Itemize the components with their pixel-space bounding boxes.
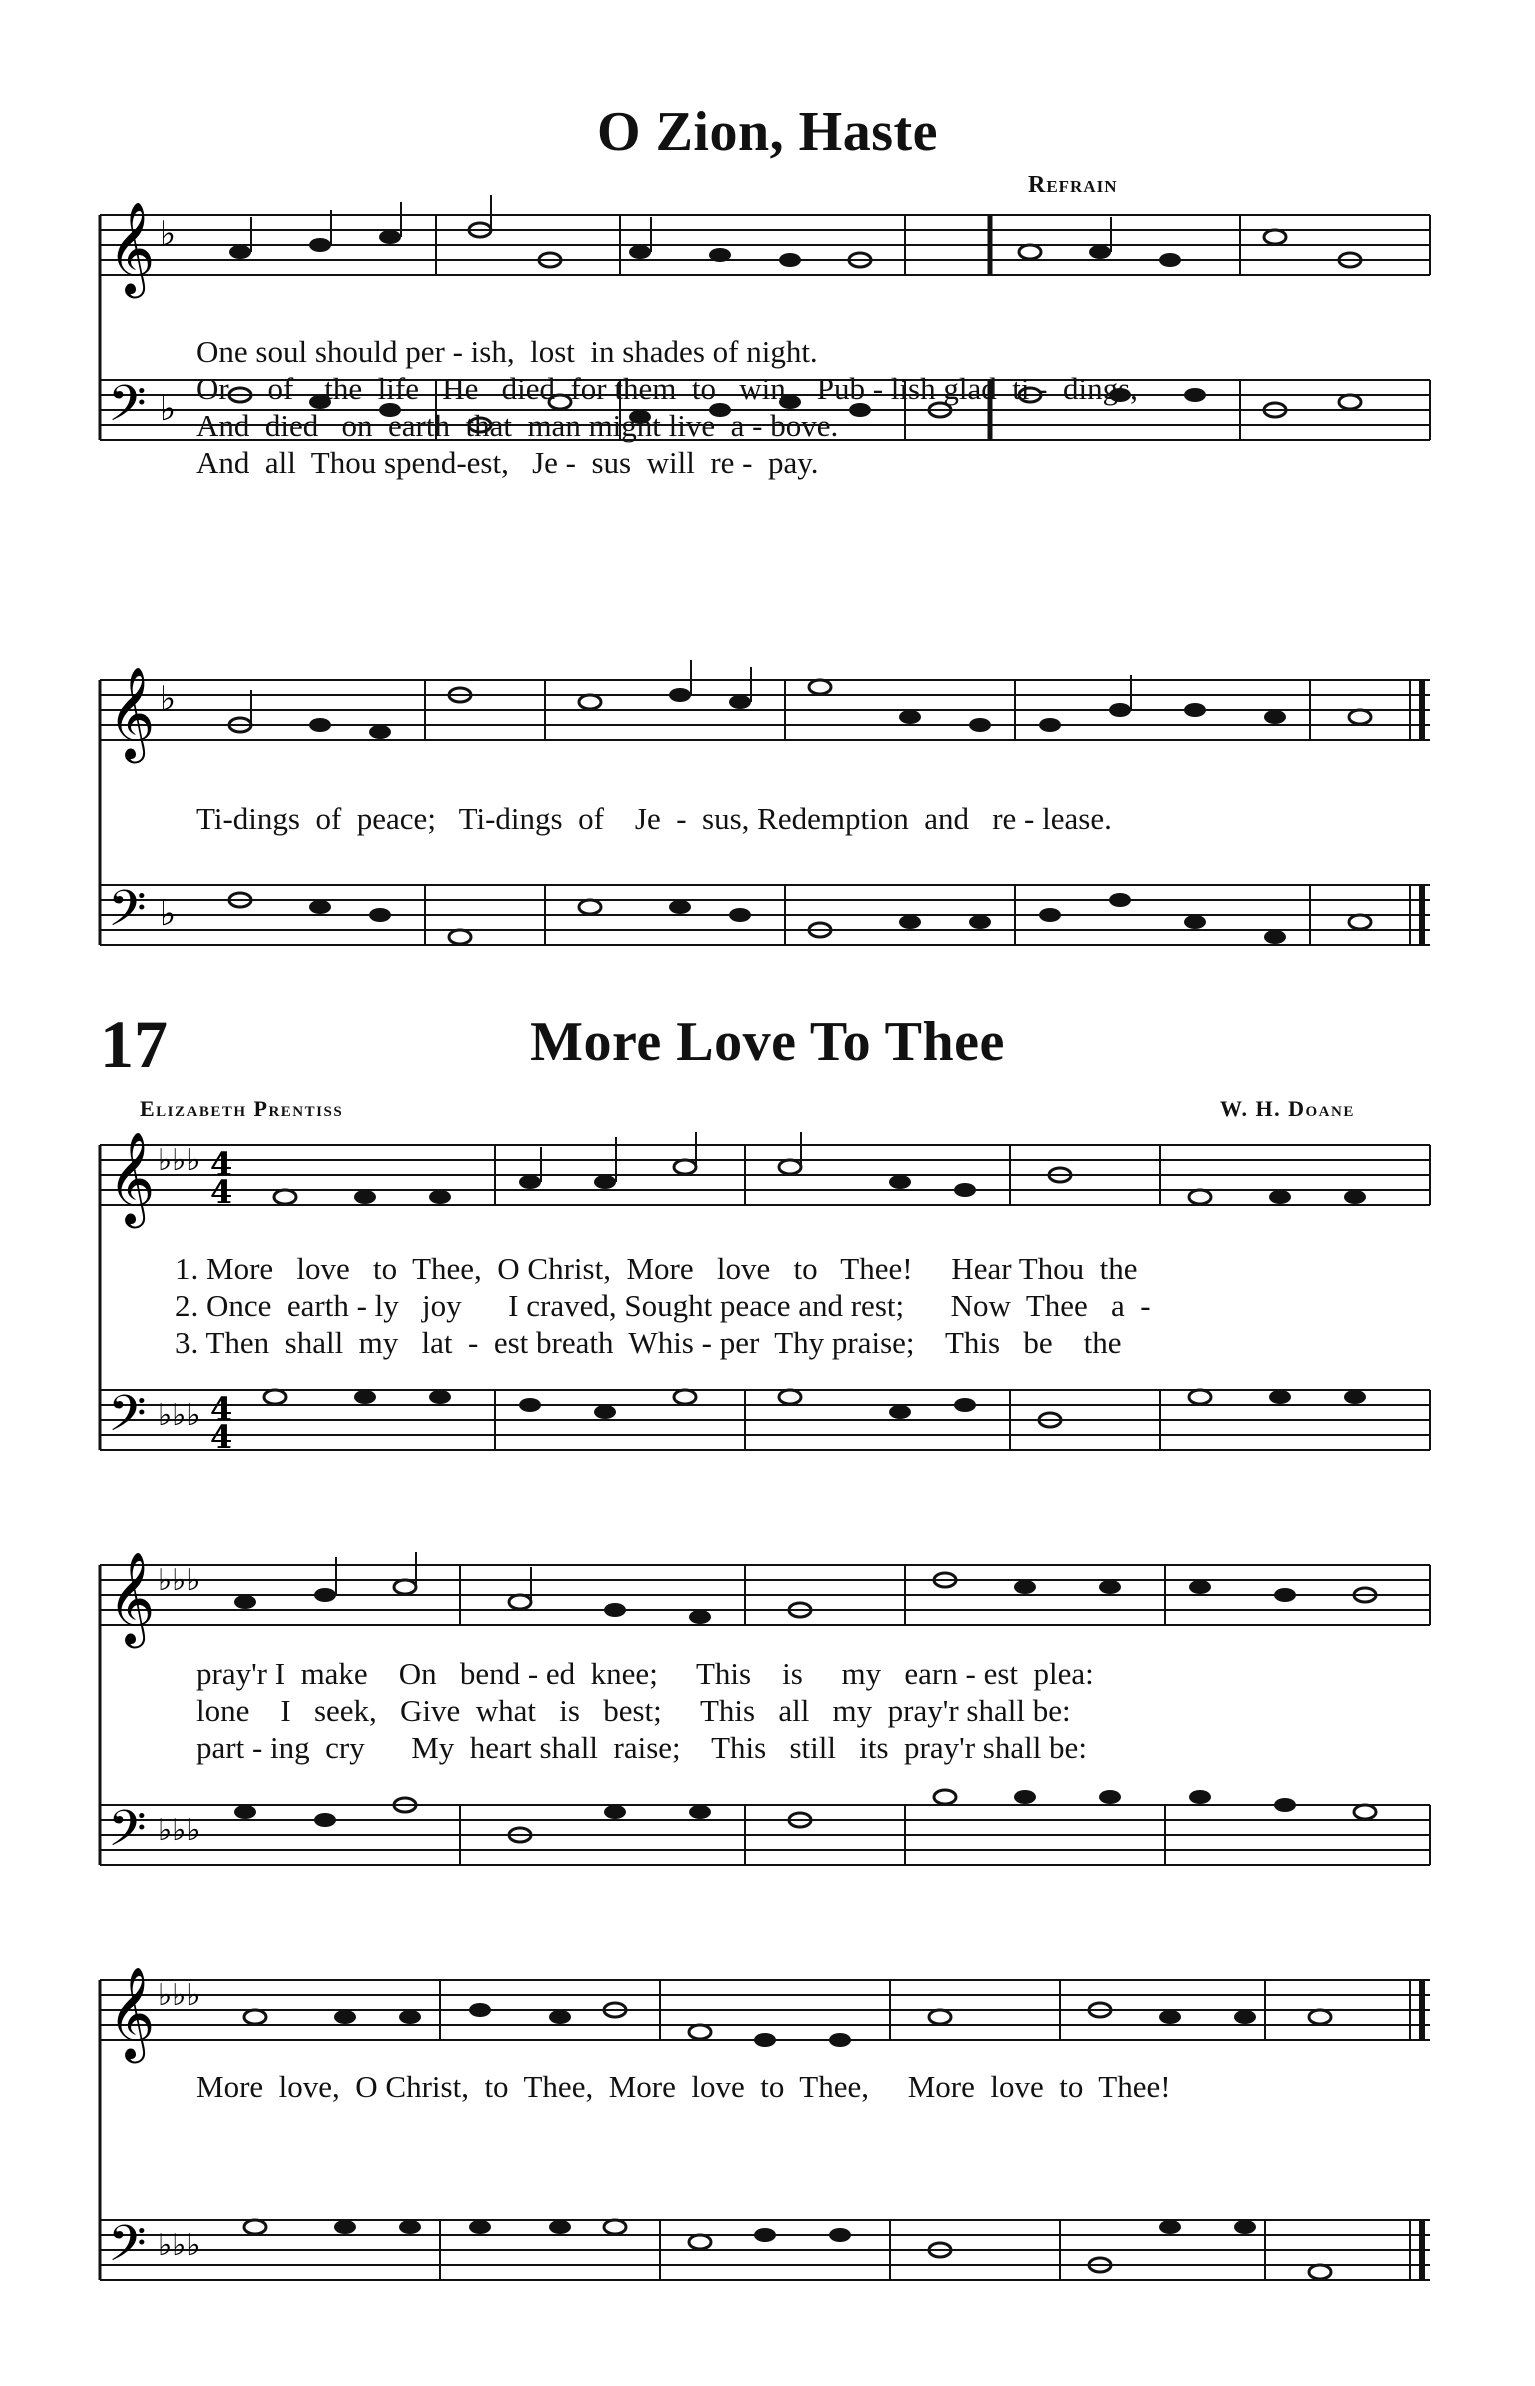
svg-text:𝄢: 𝄢 [108,2215,147,2285]
svg-text:4: 4 [210,1390,233,1428]
hymn-a-verse-line-4: And all Thou spend-est, Je - sus will re - pay. [196,445,819,480]
svg-text:𝄢: 𝄢 [108,880,147,950]
hymn-b-sys1-verse-3: 3. Then shall my lat - est breath Whis - per Thy praise; This be the [175,1325,1122,1360]
hymn-b-sys1-verse-1: 1. More love to Thee, O Christ, More love to Thee! Hear Thou the [175,1251,1138,1286]
hymn-number: 17 [100,1006,168,1082]
hymn-b-sys1-verse-2: 2. Once earth - ly joy I craved, Sought peace and rest; Now Thee a - [175,1288,1151,1323]
hymn-a-verse-line-1: One soul should per - ish, lost in shades of night. [196,334,818,369]
hymn-a-verse-line-2: Or of the life He died for them to win. Pub - lish glad ti - dings, [196,371,1138,406]
composer-credit: W. H. Doane [1220,1096,1355,1121]
svg-text:♭: ♭ [160,894,177,934]
hymn-title-o-zion-haste: O Zion, Haste [597,101,938,163]
svg-text:♭♭♭: ♭♭♭ [158,1563,201,1598]
svg-text:𝄞: 𝄞 [108,666,156,759]
svg-text:𝄞: 𝄞 [108,1551,156,1644]
hymn-b-sys3-lyric: More love, O Christ, to Thee, More love to Thee, More love to Thee! [196,2069,1171,2104]
refrain-label: Refrain [1028,172,1118,198]
hymn-a-verse-line-3: And died on earth that man might live a - bove. [196,408,839,443]
svg-text:4: 4 [210,1145,233,1183]
author-credit: Elizabeth Prentiss [140,1096,344,1121]
hymn-b-sys2-verse-3: part - ing cry My heart shall raise; This still its pray'r shall be: [196,1730,1087,1765]
svg-text:𝄞: 𝄞 [108,201,156,294]
svg-text:𝄞: 𝄞 [108,1966,156,2059]
svg-text:♭♭♭: ♭♭♭ [158,1813,201,1848]
hymn-b-sys2-verse-1: pray'r I make On bend - ed knee; This is my earn - est plea: [196,1656,1094,1691]
svg-text:♭: ♭ [160,679,177,719]
hymn-title-more-love-to-thee: More Love To Thee [530,1011,1005,1073]
svg-text:♭: ♭ [160,389,177,429]
svg-text:♭: ♭ [160,214,177,254]
svg-text:4: 4 [210,1173,233,1211]
svg-text:𝄞: 𝄞 [108,1131,156,1224]
svg-text:4: 4 [210,1418,233,1456]
svg-text:𝄢: 𝄢 [108,1800,147,1870]
svg-text:𝄢: 𝄢 [108,1385,147,1455]
music-staff-system [0,1960,1535,2340]
hymn-b-sys2-verse-2: lone I seek, Give what is best; This all my pray'r shall be: [196,1693,1071,1728]
hymn-a-refrain-line: Ti-dings of peace; Ti-dings of Je - sus, Redemption and re - lease. [196,801,1112,836]
svg-text:♭♭♭: ♭♭♭ [158,1978,201,2013]
svg-text:♭♭♭: ♭♭♭ [158,1398,201,1433]
svg-text:♭♭♭: ♭♭♭ [158,1143,201,1178]
svg-text:♭♭♭: ♭♭♭ [158,2228,201,2263]
svg-text:𝄢: 𝄢 [108,375,147,445]
